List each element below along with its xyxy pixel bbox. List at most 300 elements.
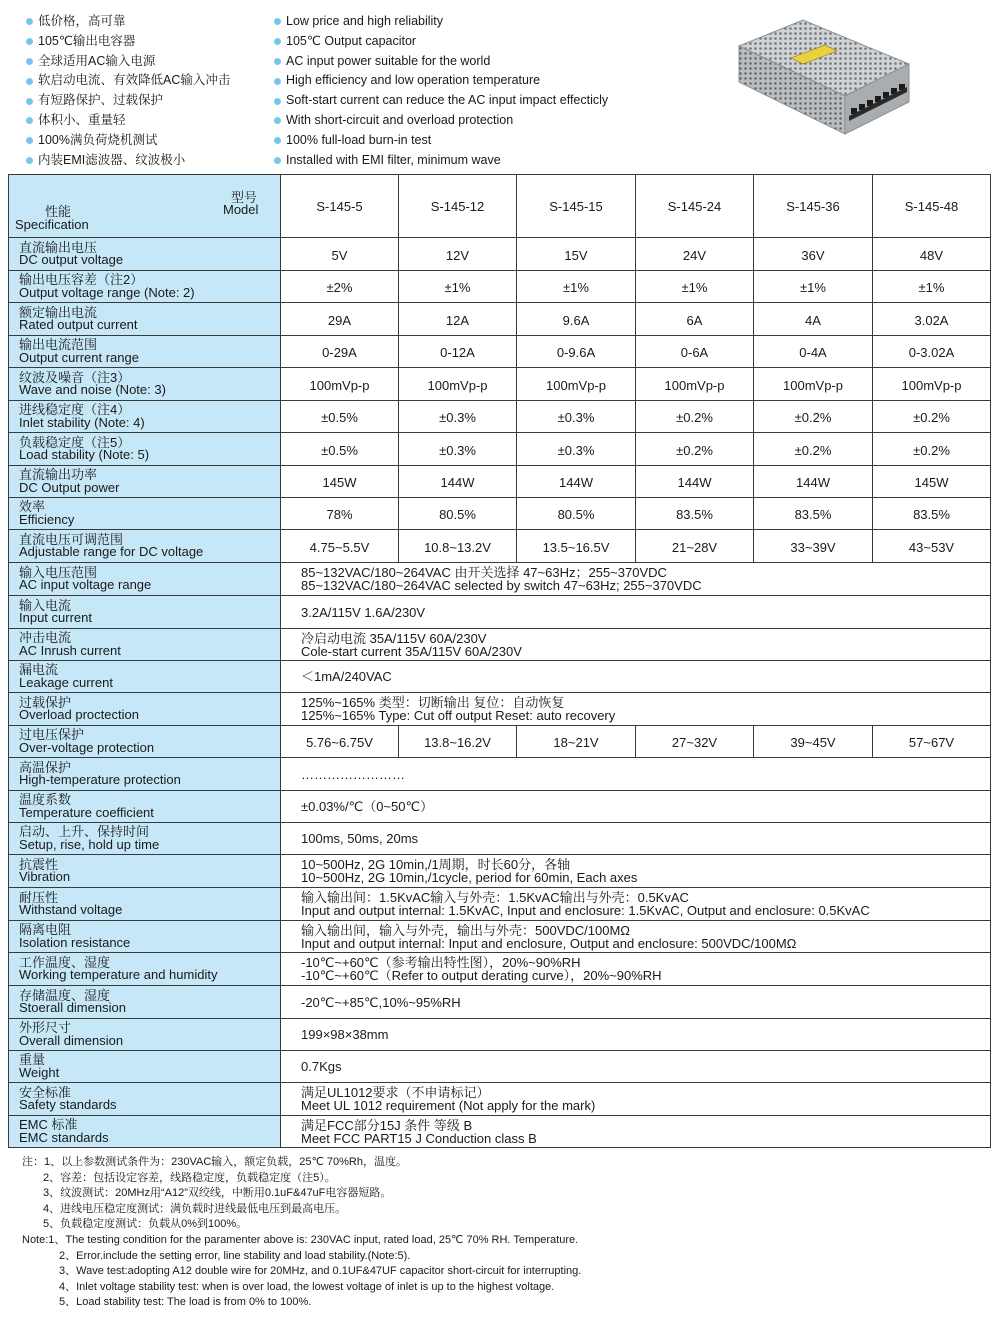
row-label-en: Load stability (Note: 5) xyxy=(19,447,150,462)
model-cell: S-145-12 xyxy=(399,175,517,238)
note-line-en xyxy=(22,1295,992,1311)
value-cell: 4.75~5.5V xyxy=(281,530,399,563)
note-prefix-cn: 注： xyxy=(22,1156,44,1168)
power-supply-image xyxy=(733,16,913,164)
value-cell: 5V xyxy=(281,238,399,271)
table-row xyxy=(9,726,991,758)
row-label-cn: 耐压性 xyxy=(19,889,59,905)
row-label-en: Wave and noise (Note: 3) xyxy=(19,382,166,397)
value-line: 满足UL1012要求（不申请标记） xyxy=(301,1085,490,1100)
note-line-en xyxy=(22,1233,992,1249)
feature-item xyxy=(274,111,608,131)
feature-item xyxy=(26,131,230,151)
row-label-cn: 直流电压可调范围 xyxy=(19,531,124,547)
value-cell: 100mVp-p xyxy=(517,368,636,401)
table-row xyxy=(9,693,991,726)
value-cell: 29A xyxy=(281,303,399,336)
table-row xyxy=(9,1019,991,1051)
value-cell: 0-29A xyxy=(281,336,399,368)
table-row xyxy=(9,466,991,498)
value-line: 冷启动电流 35A/115V 60A/230V xyxy=(301,630,487,646)
value-cell: 144W xyxy=(636,466,754,498)
model-cell: S-145-5 xyxy=(281,175,399,238)
spec-cn-label: 性能 xyxy=(45,204,72,219)
row-label xyxy=(9,726,281,758)
merged-value-cell xyxy=(281,629,991,661)
value-line: 85~132VAC/180~264VAC 由开关选择 47~63Hz；255~370VDC xyxy=(301,565,667,580)
row-label-en: Setup, rise, hold up time xyxy=(19,836,160,852)
row-label xyxy=(9,1051,281,1083)
value-line: 10~500Hz, 2G 10min,/1周期，时长60分，各轴 xyxy=(301,857,571,872)
table-row xyxy=(9,563,991,596)
feature-list-chinese xyxy=(26,12,230,170)
value-line: 输入输出间：1.5KvAC输入与外壳：1.5KvAC输出与外壳：0.5KvAC xyxy=(301,890,689,905)
table-row xyxy=(9,953,991,986)
bullet-icon xyxy=(274,38,281,45)
value-cell: 144W xyxy=(754,466,873,498)
merged-value-cell xyxy=(281,563,991,596)
row-label-en: Stoerall dimension xyxy=(19,1000,126,1015)
value-line: -10℃~+60℃（Refer to output derating curve），20%~90%RH xyxy=(301,968,662,983)
row-label-en: Overload proctection xyxy=(19,707,139,722)
row-label-cn: 过载保护 xyxy=(19,694,72,710)
value-cell: ±0.2% xyxy=(754,401,873,433)
row-label xyxy=(9,466,281,498)
bullet-icon xyxy=(274,58,281,65)
value-cell: 57~67V xyxy=(873,726,991,758)
row-label-cn: 高温保护 xyxy=(19,759,72,775)
row-label-cn: 冲击电流 xyxy=(19,630,72,645)
feature-item xyxy=(274,71,608,91)
merged-value-cell xyxy=(281,1083,991,1116)
row-label-cn: 输出电压容差（注2） xyxy=(19,272,144,287)
row-label xyxy=(9,563,281,596)
row-label xyxy=(9,1083,281,1116)
bullet-icon xyxy=(274,157,281,164)
row-label-cn: 外形尺寸 xyxy=(19,1020,72,1035)
feature-item xyxy=(26,32,230,52)
table-row xyxy=(9,661,991,693)
note-text: 1、The testing condition for the paramenter above is: 230VAC input, rated load, 25℃ 70% RH. Temperature. xyxy=(48,1233,579,1246)
value-cell: 6A xyxy=(636,303,754,336)
note-line-cn xyxy=(22,1171,992,1187)
value-cell: ±2% xyxy=(281,271,399,303)
table-row xyxy=(9,530,991,563)
value-cell: ±1% xyxy=(754,271,873,303)
value-cell: 18~21V xyxy=(517,726,636,758)
model-cn-label: 型号 xyxy=(231,190,258,205)
value-cell: 100mVp-p xyxy=(636,368,754,401)
table-row xyxy=(9,823,991,855)
row-label-cn: 直流输出功率 xyxy=(19,467,98,482)
row-label-cn: 漏电流 xyxy=(19,662,59,677)
table-row xyxy=(9,498,991,530)
value-cell: 4A xyxy=(754,303,873,336)
feature-text: 体积小、重量轻 xyxy=(38,112,126,127)
bullet-icon xyxy=(274,137,281,144)
feature-item xyxy=(26,91,230,111)
note-text: 2、容差：包括设定容差，线路稳定度，负载稳定度（注5）。 xyxy=(43,1171,336,1184)
table-row xyxy=(9,1116,991,1148)
row-label-en: DC Output power xyxy=(19,479,120,495)
table-row xyxy=(9,1083,991,1116)
table-row xyxy=(9,238,991,271)
row-label xyxy=(9,953,281,986)
value-cell: 27~32V xyxy=(636,726,754,758)
value-line: Input and output internal: Input and enclosure, Output and enclosure: 500VDC/100MΩ xyxy=(301,935,797,951)
feature-item xyxy=(26,71,230,91)
row-label-cn: 输出电流范围 xyxy=(19,337,98,352)
note-text: 5、Load stability test: The load is from 0% to 100%. xyxy=(59,1296,312,1309)
row-label-en: Rated output current xyxy=(19,317,138,332)
note-text: 5、负载稳定度测试：负载从0%到100%。 xyxy=(43,1218,248,1231)
bullet-icon xyxy=(26,157,33,164)
row-label-en: AC Inrush current xyxy=(19,642,121,658)
table-row xyxy=(9,1051,991,1083)
value-cell: ±0.5% xyxy=(281,401,399,433)
table-header-row xyxy=(9,175,991,238)
row-label xyxy=(9,368,281,401)
row-label-cn: 温度系数 xyxy=(19,792,72,807)
value-cell: 78% xyxy=(281,498,399,530)
value-cell: ±1% xyxy=(636,271,754,303)
feature-item xyxy=(26,52,230,72)
value-line: 125%~165% 类型：切断输出 复位：自动恢复 xyxy=(301,695,565,710)
value-line: 125%~165% Type: Cut off output Reset: auto recovery xyxy=(301,708,616,723)
value-cell: 0-4A xyxy=(754,336,873,368)
row-label xyxy=(9,433,281,466)
value-cell: 13.8~16.2V xyxy=(399,726,517,758)
specification-table xyxy=(8,174,991,1148)
table-row xyxy=(9,303,991,336)
row-label-en: Input current xyxy=(19,610,92,625)
feature-text: High efficiency and low operation temperature xyxy=(286,73,541,88)
bullet-icon xyxy=(26,117,33,124)
row-label xyxy=(9,596,281,629)
row-label-cn: 重量 xyxy=(19,1052,46,1067)
value-line: …………………… xyxy=(301,766,405,782)
row-label-cn: 抗震性 xyxy=(19,856,59,872)
value-cell: 0-3.02A xyxy=(873,336,991,368)
value-line: 0.7Kgs xyxy=(301,1059,342,1074)
row-label-cn: 输入电流 xyxy=(19,597,72,613)
row-label-en: Leakage current xyxy=(19,674,113,690)
feature-text: 软启动电流、有效降低AC输入冲击 xyxy=(38,73,231,88)
value-cell: ±0.3% xyxy=(517,433,636,466)
value-line: ±0.03%/℃（0~50℃） xyxy=(301,799,434,814)
table-row xyxy=(9,368,991,401)
value-line: 3.2A/115V 1.6A/230V xyxy=(301,604,426,620)
value-cell: 21~28V xyxy=(636,530,754,563)
table-row xyxy=(9,433,991,466)
merged-value-cell xyxy=(281,693,991,726)
value-line: 10~500Hz, 2G 10min,/1cycle, period for 60min, Each axes xyxy=(301,870,638,885)
table-row xyxy=(9,888,991,921)
value-cell: 144W xyxy=(399,466,517,498)
feature-text: With short-circuit and overload protection xyxy=(286,112,514,127)
value-cell: 0-6A xyxy=(636,336,754,368)
row-label xyxy=(9,530,281,563)
row-label-en: Isolation resistance xyxy=(19,934,131,950)
row-label xyxy=(9,791,281,823)
row-label xyxy=(9,1116,281,1148)
model-cell: S-145-48 xyxy=(873,175,991,238)
value-line: Meet FCC PART15 J Conduction class B xyxy=(301,1130,537,1146)
row-label-en: Working temperature and humidity xyxy=(19,967,218,982)
model-cell: S-145-15 xyxy=(517,175,636,238)
bullet-icon xyxy=(26,78,33,85)
note-text: 4、Inlet voltage stability test: when is over load, the lowest voltage of inlet is up to the highest voltage. xyxy=(59,1280,555,1293)
row-label-en: AC input voltage range xyxy=(19,577,152,592)
feature-item xyxy=(274,151,608,171)
bullet-icon xyxy=(26,18,33,25)
row-label xyxy=(9,661,281,693)
feature-item xyxy=(274,52,608,72)
table-row xyxy=(9,336,991,368)
bullet-icon xyxy=(274,18,281,25)
feature-text: 105℃ Output capacitor xyxy=(286,33,417,48)
feature-text: 100% full-load burn-in test xyxy=(286,132,432,147)
row-label xyxy=(9,271,281,303)
row-label-cn: EMC 标准 xyxy=(19,1117,78,1132)
row-label-cn: 存储温度、湿度 xyxy=(19,987,111,1003)
model-cell: S-145-36 xyxy=(754,175,873,238)
note-line-cn xyxy=(22,1217,992,1233)
table-row xyxy=(9,791,991,823)
feature-item xyxy=(274,32,608,52)
merged-value-cell xyxy=(281,921,991,953)
value-cell: 80.5% xyxy=(517,498,636,530)
value-cell: 100mVp-p xyxy=(399,368,517,401)
value-cell: 5.76~6.75V xyxy=(281,726,399,758)
value-line: ＜1mA/240VAC xyxy=(301,669,392,684)
table-row xyxy=(9,271,991,303)
feature-item xyxy=(274,91,608,111)
note-prefix-en: Note: xyxy=(22,1233,49,1246)
table-row xyxy=(9,855,991,888)
value-cell: ±0.5% xyxy=(281,433,399,466)
feature-text: Installed with EMI filter, minimum wave xyxy=(286,152,501,167)
merged-value-cell xyxy=(281,953,991,986)
feature-item xyxy=(26,151,230,171)
notes-section xyxy=(22,1155,992,1311)
feature-text: 100%满负荷烧机测试 xyxy=(38,132,158,147)
value-cell: 43~53V xyxy=(873,530,991,563)
row-label xyxy=(9,238,281,271)
bullet-icon xyxy=(26,137,33,144)
value-line: Input and output internal: 1.5KvAC, Input and enclosure: 1.5KvAC, Output and enclosure: 0.5KvAC xyxy=(301,903,870,918)
row-label-en: Adjustable range for DC voltage xyxy=(19,544,204,559)
value-cell: ±0.2% xyxy=(636,433,754,466)
value-cell: 12A xyxy=(399,303,517,336)
value-line: 输入输出间，输入与外壳，输出与外壳：500VDC/100MΩ xyxy=(301,922,630,938)
bullet-icon xyxy=(274,117,281,124)
value-line: 85~132VAC/180~264VAC selected by switch 47~63Hz; 255~370VDC xyxy=(301,578,702,593)
value-cell: 100mVp-p xyxy=(873,368,991,401)
value-cell: 36V xyxy=(754,238,873,271)
row-label xyxy=(9,1019,281,1051)
row-label-cn: 进线稳定度（注4） xyxy=(19,402,131,417)
merged-value-cell xyxy=(281,758,991,791)
row-label xyxy=(9,303,281,336)
merged-value-cell xyxy=(281,855,991,888)
merged-value-cell xyxy=(281,1051,991,1083)
header-label-cell xyxy=(9,175,281,238)
value-line: Meet UL 1012 requirement (Not apply for the mark) xyxy=(301,1098,596,1113)
value-cell: 145W xyxy=(281,466,399,498)
row-label-cn: 纹波及噪音（注3） xyxy=(19,369,131,385)
value-cell: ±1% xyxy=(517,271,636,303)
row-label xyxy=(9,758,281,791)
row-label-en: Safety standards xyxy=(19,1097,117,1112)
row-label-en: Withstand voltage xyxy=(19,902,123,917)
model-en-label: Model xyxy=(223,202,259,217)
row-label xyxy=(9,823,281,855)
note-text: 4、进线电压稳定度测试：满负载时进线最低电压到最高电压。 xyxy=(43,1202,347,1215)
value-cell: 144W xyxy=(517,466,636,498)
value-cell: 80.5% xyxy=(399,498,517,530)
value-cell: 39~45V xyxy=(754,726,873,758)
note-line-en xyxy=(22,1264,992,1280)
value-cell: 24V xyxy=(636,238,754,271)
row-label-en: Efficiency xyxy=(19,511,75,527)
row-label-cn: 负载稳定度（注5） xyxy=(19,434,131,450)
value-cell: 83.5% xyxy=(873,498,991,530)
row-label xyxy=(9,336,281,368)
feature-item xyxy=(26,111,230,131)
bullet-icon xyxy=(26,38,33,45)
value-cell: ±0.2% xyxy=(873,401,991,433)
row-label-en: EMC standards xyxy=(19,1129,109,1145)
merged-value-cell xyxy=(281,1019,991,1051)
row-label xyxy=(9,498,281,530)
spec-en-label: Specification xyxy=(15,217,89,232)
bullet-icon xyxy=(274,98,281,105)
value-cell: 100mVp-p xyxy=(281,368,399,401)
merged-value-cell xyxy=(281,596,991,629)
row-label xyxy=(9,693,281,726)
note-line-cn xyxy=(22,1202,992,1218)
value-cell: 145W xyxy=(873,466,991,498)
value-line: Cole-start current 35A/115V 60A/230V xyxy=(301,643,522,659)
merged-value-cell xyxy=(281,661,991,693)
note-line-cn xyxy=(22,1186,992,1202)
model-cell: S-145-24 xyxy=(636,175,754,238)
value-cell: 3.02A xyxy=(873,303,991,336)
row-label-cn: 安全标准 xyxy=(19,1084,72,1100)
value-cell: ±0.2% xyxy=(754,433,873,466)
row-label-cn: 工作温度、湿度 xyxy=(19,954,111,970)
row-label-cn: 额定输出电流 xyxy=(19,304,98,320)
feature-text: 低价格，高可靠 xyxy=(38,14,126,28)
merged-value-cell xyxy=(281,986,991,1019)
value-cell: ±0.2% xyxy=(636,401,754,433)
bullet-icon xyxy=(274,78,281,85)
note-text: 1、以上参数测试条件为：230VAC输入，额定负载，25℃ 70%Rh，温度。 xyxy=(44,1156,407,1168)
bullet-icon xyxy=(26,98,33,105)
bullet-icon xyxy=(26,58,33,65)
table-row xyxy=(9,986,991,1019)
row-label-cn: 启动、上升、保持时间 xyxy=(19,824,150,839)
row-label xyxy=(9,629,281,661)
note-text: 3、纹波测试：20MHz用“A12”双绞线，中断用0.1uF&47uF电容器短路。 xyxy=(43,1187,392,1200)
value-cell: 33~39V xyxy=(754,530,873,563)
merged-value-cell xyxy=(281,1116,991,1148)
value-cell: ±0.3% xyxy=(399,433,517,466)
value-cell: 15V xyxy=(517,238,636,271)
merged-value-cell xyxy=(281,823,991,855)
row-label-en: Temperature coefficient xyxy=(19,804,154,820)
row-label-en: Output current range xyxy=(19,349,139,365)
table-row xyxy=(9,758,991,791)
feature-text: 有短路保护、过载保护 xyxy=(38,93,164,108)
feature-item xyxy=(274,131,608,151)
row-label xyxy=(9,855,281,888)
value-cell: 0-9.6A xyxy=(517,336,636,368)
value-cell: 12V xyxy=(399,238,517,271)
row-label-en: High-temperature protection xyxy=(19,772,181,787)
value-line: -10℃~+60℃（参考输出特性图），20%~90%RH xyxy=(301,955,581,970)
feature-list-english xyxy=(274,12,608,170)
table-row xyxy=(9,921,991,953)
table-row xyxy=(9,401,991,433)
note-line-en xyxy=(22,1280,992,1296)
value-cell: ±0.3% xyxy=(517,401,636,433)
value-cell: 48V xyxy=(873,238,991,271)
feature-text: AC input power suitable for the world xyxy=(286,53,491,68)
merged-value-cell xyxy=(281,791,991,823)
value-cell: 0-12A xyxy=(399,336,517,368)
row-label xyxy=(9,888,281,921)
feature-item xyxy=(26,12,230,32)
row-label-cn: 效率 xyxy=(19,499,46,514)
value-cell: 100mVp-p xyxy=(754,368,873,401)
feature-text: 全球适用AC输入电源 xyxy=(38,53,156,68)
feature-text: Soft-start current can reduce the AC input impact effecticly xyxy=(286,93,609,108)
row-label-en: Inlet stability (Note: 4) xyxy=(19,414,145,430)
feature-item xyxy=(274,12,608,32)
feature-text: 105℃输出电容器 xyxy=(38,33,136,48)
row-label xyxy=(9,921,281,953)
value-cell: ±0.2% xyxy=(873,433,991,466)
row-label-cn: 过电压保护 xyxy=(19,727,85,742)
value-cell: ±1% xyxy=(399,271,517,303)
row-label-cn: 隔离电阻 xyxy=(19,922,72,937)
table-row xyxy=(9,596,991,629)
value-cell: ±0.3% xyxy=(399,401,517,433)
value-line: 199×98×38mm xyxy=(301,1027,389,1042)
row-label-en: Weight xyxy=(19,1064,60,1080)
value-line: 100ms, 50ms, 20ms xyxy=(301,831,419,846)
value-cell: 10.8~13.2V xyxy=(399,530,517,563)
row-label-en: Overall dimension xyxy=(19,1032,124,1048)
value-cell: ±1% xyxy=(873,271,991,303)
table-row xyxy=(9,629,991,661)
merged-value-cell xyxy=(281,888,991,921)
feature-text: 内装EMI滤波器、纹波极小 xyxy=(38,152,186,167)
row-label-en: DC output voltage xyxy=(19,252,124,267)
value-cell: 13.5~16.5V xyxy=(517,530,636,563)
row-label-en: Over-voltage protection xyxy=(19,739,155,755)
note-line-cn xyxy=(22,1155,992,1171)
row-label-en: Vibration xyxy=(19,869,71,884)
value-cell: 83.5% xyxy=(636,498,754,530)
row-label xyxy=(9,986,281,1019)
row-label-cn: 输入电压范围 xyxy=(19,564,98,580)
value-line: 满足FCC部分15J 条件 等级 B xyxy=(301,1117,473,1133)
note-text: 3、Wave test:adopting A12 double wire for 20MHz, and 0.1UF&47UF capacitor short-circuit for interrupting. xyxy=(59,1265,582,1278)
row-label-cn: 直流输出电压 xyxy=(19,239,98,255)
